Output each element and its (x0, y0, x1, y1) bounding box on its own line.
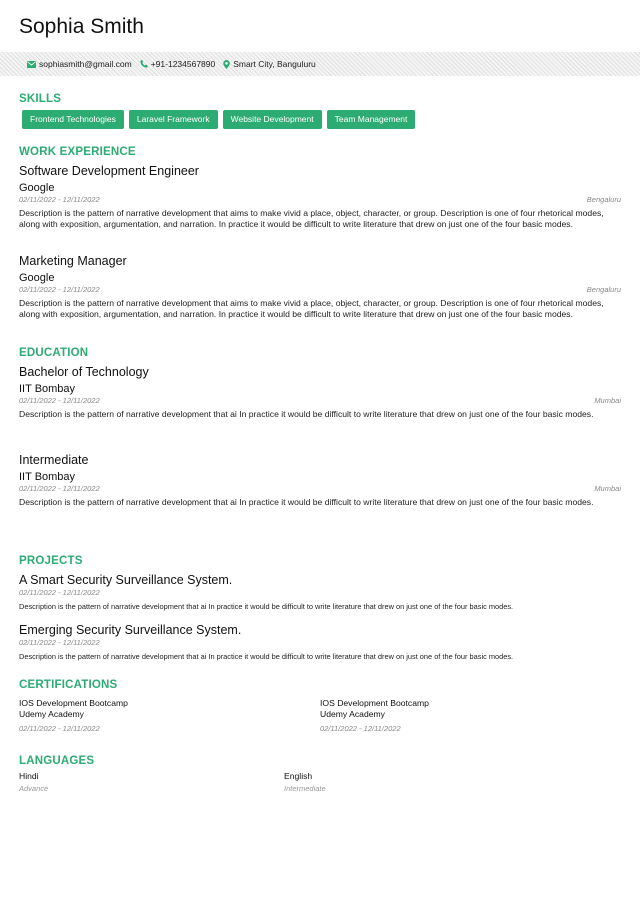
project-dates: 02/11/2022 - 12/11/2022 (19, 588, 100, 597)
language-name: Hindi (19, 771, 39, 781)
job-dates: 02/11/2022 - 12/11/2022 (19, 195, 100, 204)
school-name: IIT Bombay (19, 383, 76, 395)
certification-issuer: Udemy Academy (19, 708, 84, 719)
phone-icon (140, 60, 148, 68)
contact-phone[interactable] (140, 59, 216, 69)
job-role: Marketing Manager (19, 254, 127, 268)
education-location: Mumbai (594, 396, 621, 405)
skill-tag: Frontend Technologies (22, 110, 124, 129)
language-entry (19, 771, 48, 793)
job-company: Google (19, 272, 55, 284)
skill-tag: Website Development (223, 110, 322, 129)
project-name: Emerging Security Surveillance System. (19, 623, 242, 637)
certification-dates: 02/11/2022 - 12/11/2022 (320, 724, 401, 733)
degree-name: Intermediate (19, 453, 89, 467)
job-dates: 02/11/2022 - 12/11/2022 (19, 285, 100, 294)
contact-location (223, 59, 316, 69)
certification-dates: 02/11/2022 - 12/11/2022 (19, 724, 100, 733)
education-dates: 02/11/2022 - 12/11/2022 (19, 484, 100, 493)
project-entry (19, 623, 621, 661)
job-description: Description is the pattern of narrative development that aims to make vivid a place, object, character, or group. Description is one of four rhetorical modes, along with exposition, argumentation, and narration. In practice it would be difficult to write literature that drew on just one of the four basic modes. (19, 208, 604, 229)
education-dates: 02/11/2022 - 12/11/2022 (19, 396, 100, 405)
education-description: Description is the pattern of narrative development that ai In practice it would be difficult to write literature that drew on just one of the four basic modes. (19, 409, 594, 419)
work-heading: WORK EXPERIENCE (19, 146, 136, 158)
envelope-icon (27, 61, 36, 68)
language-level: Advance (19, 784, 49, 793)
email-text: sophiasmith@gmail.com (39, 59, 132, 69)
location-text: Smart City, Banguluru (233, 59, 316, 69)
certification-name: IOS Development Bootcamp (320, 698, 429, 708)
school-name: IIT Bombay (19, 471, 76, 483)
project-description: Description is the pattern of narrative development that ai In practice it would be difficult to write literature that drew on just one of the four basic modes. (19, 602, 514, 611)
education-description: Description is the pattern of narrative development that ai In practice it would be difficult to write literature that drew on just one of the four basic modes. (19, 497, 594, 507)
job-company: Google (19, 182, 55, 194)
languages-heading: LANGUAGES (19, 755, 95, 767)
skills-heading: SKILLS (19, 93, 62, 105)
certifications-heading: CERTIFICATIONS (19, 679, 118, 691)
skill-tag: Team Management (327, 110, 416, 129)
work-entry (19, 164, 621, 230)
contact-bar (0, 52, 640, 76)
education-entry (19, 453, 621, 508)
certification-issuer: Udemy Academy (320, 708, 385, 719)
job-location: Bengaluru (586, 285, 621, 294)
education-entry (19, 365, 621, 420)
project-name: A Smart Security Surveillance System. (19, 573, 233, 587)
candidate-name: Sophia Smith (19, 15, 144, 38)
projects-heading: PROJECTS (19, 555, 83, 567)
location-pin-icon (223, 60, 230, 69)
phone-text: +91-1234567890 (150, 59, 216, 69)
language-entry (284, 771, 326, 793)
education-location: Mumbai (594, 484, 621, 493)
certification-entry (320, 698, 600, 735)
job-location: Bengaluru (586, 195, 621, 204)
job-role: Software Development Engineer (19, 164, 199, 178)
project-description: Description is the pattern of narrative development that ai In practice it would be difficult to write literature that drew on just one of the four basic modes. (19, 652, 514, 661)
education-heading: EDUCATION (19, 347, 89, 359)
contact-email[interactable] (27, 59, 132, 69)
project-dates: 02/11/2022 - 12/11/2022 (19, 638, 100, 647)
job-description: Description is the pattern of narrative development that aims to make vivid a place, object, character, or group. Description is one of four rhetorical modes, along with exposition, argumentation, and narration. In practice it would be difficult to write literature that drew on just one of the four basic modes. (19, 298, 604, 319)
language-level: Intermediate (284, 784, 326, 793)
skills-list (22, 110, 420, 129)
language-name: English (284, 771, 313, 781)
certification-name: IOS Development Bootcamp (19, 698, 128, 708)
certification-entry (19, 698, 299, 735)
project-entry (19, 573, 621, 611)
work-entry (19, 254, 621, 320)
skill-tag: Laravel Framework (129, 110, 218, 129)
degree-name: Bachelor of Technology (19, 365, 149, 379)
